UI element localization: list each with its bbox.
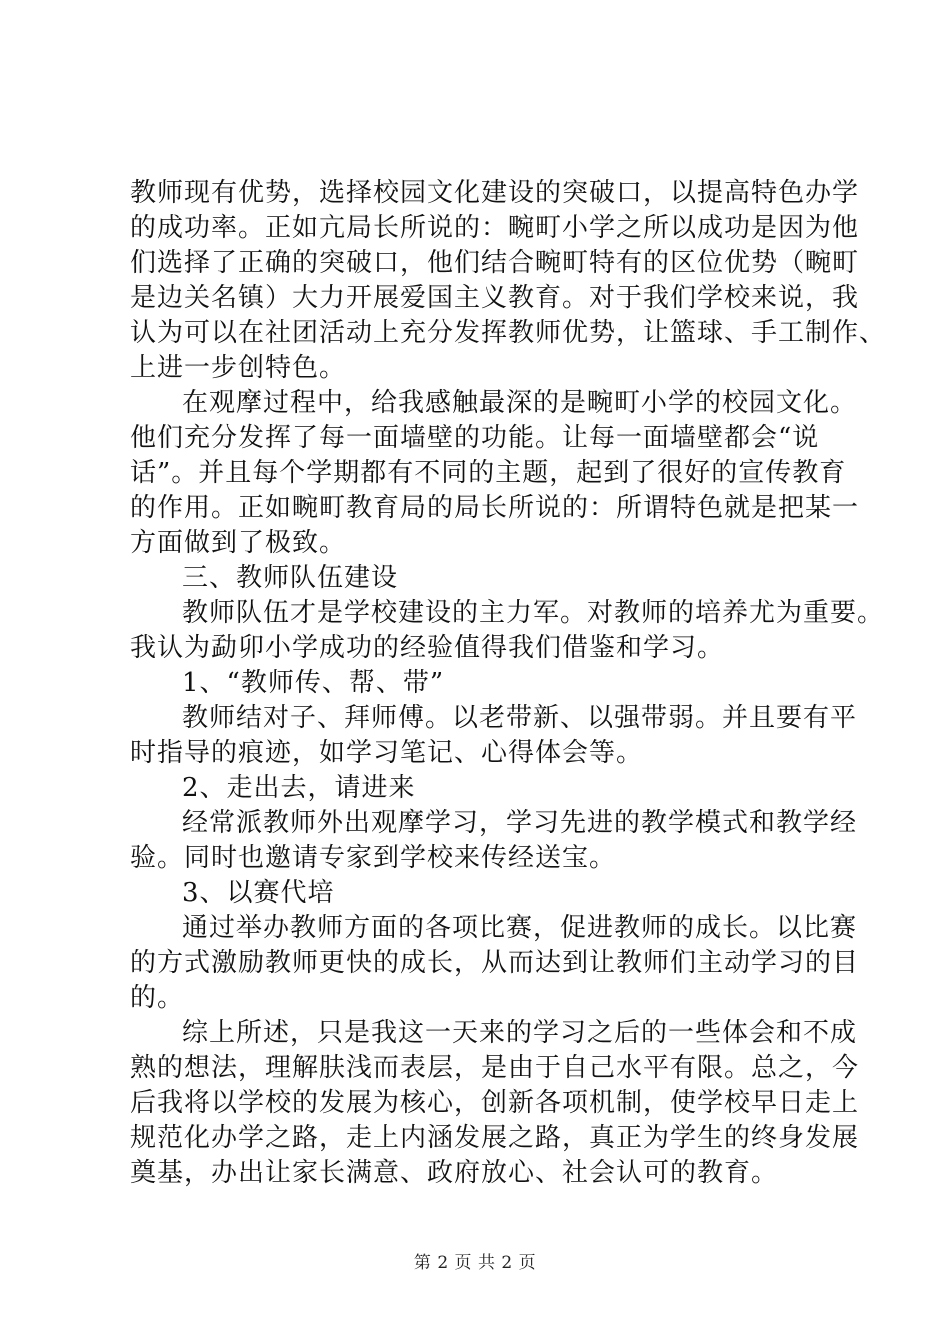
text-line: 通过举办教师方面的各项比赛，促进教师的成长。以比赛 <box>182 913 858 943</box>
text-line: 经常派教师外出观摩学习，学习先进的教学模式和教学经 <box>182 808 858 838</box>
text-line: 奠基，办出让家长满意、政府放心、社会认可的教育。 <box>130 1158 779 1188</box>
text-line: 方面做到了极致。 <box>130 528 347 558</box>
text-line: 他们充分发挥了每一面墙壁的功能。让每一面墙壁都会“说 <box>130 423 820 453</box>
text-line: 验。同时也邀请专家到学校来传经送宝。 <box>130 843 617 873</box>
text-line: 上进一步创特色。 <box>130 353 347 383</box>
text-line: 的。 <box>130 983 185 1013</box>
text-line: 话”。并且每个学期都有不同的主题，起到了很好的宣传教育 <box>130 458 847 488</box>
text-line: 教师现有优势，选择校园文化建设的突破口，以提高特色办学 <box>130 178 860 208</box>
text-line: 的成功率。正如亢局长所说的：畹町小学之所以成功是因为他 <box>130 213 860 243</box>
text-line: 2、走出去，请进来 <box>182 773 416 803</box>
text-line: 规范化办学之路，走上内涵发展之路，真正为学生的终身发展 <box>130 1123 860 1153</box>
text-line: 后我将以学校的发展为核心，创新各项机制，使学校早日走上 <box>130 1088 860 1118</box>
text-line: 综上所述，只是我这一天来的学习之后的一些体会和不成 <box>182 1018 858 1048</box>
text-line: 1、“教师传、帮、带” <box>182 668 445 698</box>
page-footer: 第 2 页 共 2 页 <box>413 1253 537 1273</box>
text-line: 时指导的痕迹，如学习笔记、心得体会等。 <box>130 738 644 768</box>
document-body <box>130 176 887 1191</box>
text-line: 的方式激励教师更快的成长，从而达到让教师们主动学习的目 <box>130 948 860 978</box>
text-line: 在观摩过程中，给我感触最深的是畹町小学的校园文化。 <box>182 388 858 418</box>
text-line: 3、以赛代培 <box>182 878 335 908</box>
text-line: 的作用。正如畹町教育局的局长所说的：所谓特色就是把某一 <box>130 493 860 523</box>
text-line: 三、教师队伍建设 <box>182 563 399 593</box>
text-line: 教师结对子、拜师傅。以老带新、以强带弱。并且要有平 <box>182 703 858 733</box>
text-line: 教师队伍才是学校建设的主力军。对教师的培养尤为重要。 <box>182 598 885 628</box>
text-line: 我认为勐卯小学成功的经验值得我们借鉴和学习。 <box>130 633 725 663</box>
text-line: 认为可以在社团活动上充分发挥教师优势，让篮球、手工制作、 <box>130 318 887 348</box>
text-line: 们选择了正确的突破口，他们结合畹町特有的区位优势（畹町 <box>130 248 860 278</box>
text-line: 是边关名镇）大力开展爱国主义教育。对于我们学校来说，我 <box>130 283 860 313</box>
text-line: 熟的想法，理解肤浅而表层，是由于自己水平有限。总之，今 <box>130 1053 860 1083</box>
